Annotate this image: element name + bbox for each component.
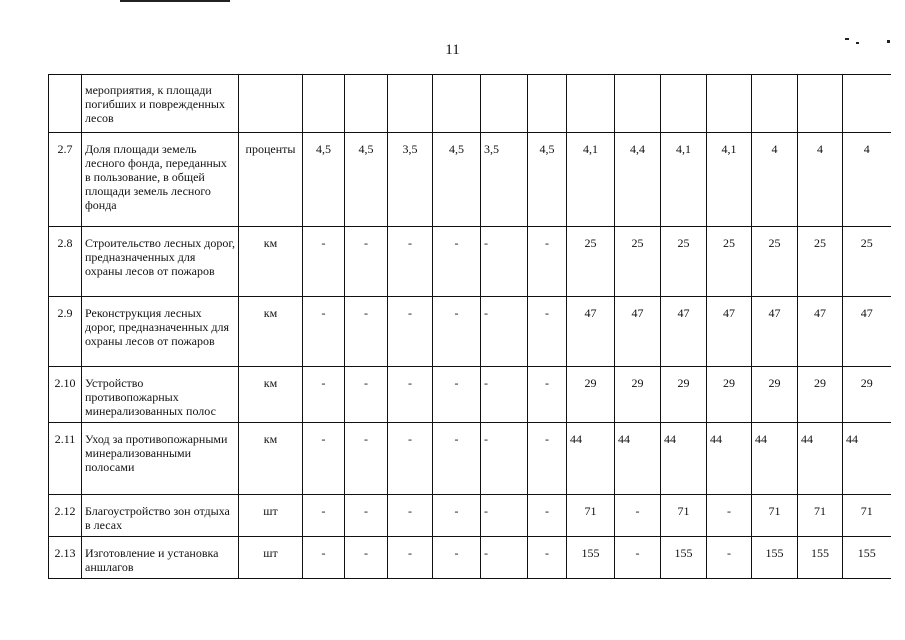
value-cell: 4,1 xyxy=(707,133,752,227)
value-cell: - xyxy=(433,495,481,537)
value-cell xyxy=(661,75,707,133)
indicator-name: Строительство лесных дорог, предназначенных для охраны лесов от пожаров xyxy=(82,227,239,297)
value-cell: 29 xyxy=(843,367,891,423)
value-cell xyxy=(615,75,661,133)
unit-cell xyxy=(239,75,303,133)
indicator-name: мероприятия, к площади погибших и поврежденных лесов xyxy=(82,75,239,133)
value-cell: 25 xyxy=(567,227,615,297)
value-cell: - xyxy=(615,537,661,579)
value-cell: 47 xyxy=(798,297,843,367)
value-cell xyxy=(528,75,567,133)
value-cell xyxy=(303,75,345,133)
value-cell: - xyxy=(433,297,481,367)
value-cell: 25 xyxy=(798,227,843,297)
row-number: 2.8 xyxy=(49,227,82,297)
value-cell: 44 xyxy=(661,423,707,495)
value-cell: 29 xyxy=(752,367,798,423)
indicator-name: Уход за противопожарными минерализованными полосами xyxy=(82,423,239,495)
value-cell: - xyxy=(345,367,388,423)
value-cell: 4,4 xyxy=(615,133,661,227)
value-cell: - xyxy=(303,495,345,537)
unit-cell: км xyxy=(239,367,303,423)
value-cell: 25 xyxy=(707,227,752,297)
indicator-name: Благоустройство зон отдыха в лесах xyxy=(82,495,239,537)
value-cell: - xyxy=(528,367,567,423)
value-cell: - xyxy=(303,537,345,579)
value-cell: 4 xyxy=(843,133,891,227)
row-number: 2.13 xyxy=(49,537,82,579)
indicator-name: Доля площади земель лесного фонда, переданных в пользование, в общей площади земель лесного фонда xyxy=(82,133,239,227)
value-cell: 29 xyxy=(707,367,752,423)
indicator-name: Реконструкция лесных дорог, предназначенных для охраны лесов от пожаров xyxy=(82,297,239,367)
unit-cell: проценты xyxy=(239,133,303,227)
value-cell: 25 xyxy=(752,227,798,297)
value-cell: - xyxy=(345,423,388,495)
value-cell: 4,5 xyxy=(528,133,567,227)
unit-cell: шт xyxy=(239,537,303,579)
value-cell: 25 xyxy=(843,227,891,297)
row-number xyxy=(49,75,82,133)
value-cell: - xyxy=(388,495,433,537)
value-cell: 47 xyxy=(615,297,661,367)
table-row xyxy=(49,227,891,297)
unit-cell: км xyxy=(239,297,303,367)
value-cell: - xyxy=(388,537,433,579)
table-row xyxy=(49,537,891,579)
value-cell: 3,5 xyxy=(481,133,528,227)
row-number: 2.7 xyxy=(49,133,82,227)
value-cell: 29 xyxy=(661,367,707,423)
value-cell: - xyxy=(303,297,345,367)
table-row xyxy=(49,367,891,423)
unit-cell: км xyxy=(239,227,303,297)
value-cell: 47 xyxy=(752,297,798,367)
row-number: 2.9 xyxy=(49,297,82,367)
value-cell: 44 xyxy=(615,423,661,495)
value-cell: 25 xyxy=(661,227,707,297)
value-cell: - xyxy=(707,537,752,579)
value-cell: - xyxy=(433,227,481,297)
value-cell: 44 xyxy=(567,423,615,495)
row-number: 2.11 xyxy=(49,423,82,495)
value-cell: - xyxy=(303,367,345,423)
indicators-table xyxy=(48,74,891,579)
value-cell: 155 xyxy=(661,537,707,579)
value-cell: 47 xyxy=(707,297,752,367)
indicator-name: Изготовление и установка аншлагов xyxy=(82,537,239,579)
value-cell xyxy=(345,75,388,133)
value-cell: - xyxy=(388,367,433,423)
value-cell: 71 xyxy=(798,495,843,537)
value-cell: 44 xyxy=(843,423,891,495)
value-cell: - xyxy=(528,297,567,367)
value-cell: - xyxy=(481,367,528,423)
value-cell: 155 xyxy=(752,537,798,579)
row-number: 2.10 xyxy=(49,367,82,423)
value-cell xyxy=(567,75,615,133)
table-body xyxy=(49,75,891,579)
value-cell: 3,5 xyxy=(388,133,433,227)
value-cell: 47 xyxy=(661,297,707,367)
scan-artifact-corner xyxy=(845,38,849,40)
table-row xyxy=(49,75,891,133)
value-cell: - xyxy=(481,297,528,367)
value-cell: 29 xyxy=(798,367,843,423)
value-cell: 4,1 xyxy=(661,133,707,227)
value-cell: - xyxy=(388,423,433,495)
value-cell: - xyxy=(303,423,345,495)
value-cell: 155 xyxy=(843,537,891,579)
row-number: 2.12 xyxy=(49,495,82,537)
value-cell: 25 xyxy=(615,227,661,297)
value-cell: 71 xyxy=(567,495,615,537)
value-cell: - xyxy=(528,227,567,297)
page-number: 11 xyxy=(445,42,460,58)
value-cell: - xyxy=(345,537,388,579)
value-cell: - xyxy=(528,495,567,537)
value-cell: 29 xyxy=(615,367,661,423)
value-cell: - xyxy=(388,297,433,367)
value-cell: 4,5 xyxy=(303,133,345,227)
value-cell: 47 xyxy=(567,297,615,367)
value-cell: - xyxy=(303,227,345,297)
value-cell: - xyxy=(388,227,433,297)
value-cell: - xyxy=(345,297,388,367)
value-cell xyxy=(752,75,798,133)
table-row xyxy=(49,297,891,367)
value-cell: - xyxy=(433,423,481,495)
table-row xyxy=(49,423,891,495)
value-cell: - xyxy=(615,495,661,537)
scan-artifact-top xyxy=(120,0,230,2)
value-cell: 47 xyxy=(843,297,891,367)
value-cell: 4 xyxy=(752,133,798,227)
value-cell: 29 xyxy=(567,367,615,423)
value-cell: 44 xyxy=(798,423,843,495)
value-cell xyxy=(388,75,433,133)
value-cell xyxy=(843,75,891,133)
unit-cell: шт xyxy=(239,495,303,537)
value-cell: - xyxy=(481,537,528,579)
value-cell: 44 xyxy=(707,423,752,495)
value-cell: - xyxy=(345,227,388,297)
value-cell: 71 xyxy=(661,495,707,537)
value-cell: 71 xyxy=(843,495,891,537)
value-cell xyxy=(798,75,843,133)
indicator-name: Устройство противопожарных минерализованных полос xyxy=(82,367,239,423)
value-cell: - xyxy=(433,367,481,423)
value-cell: 71 xyxy=(752,495,798,537)
value-cell: 4,1 xyxy=(567,133,615,227)
value-cell xyxy=(481,75,528,133)
value-cell xyxy=(707,75,752,133)
value-cell xyxy=(433,75,481,133)
value-cell: - xyxy=(433,537,481,579)
value-cell: 4 xyxy=(798,133,843,227)
value-cell: 4,5 xyxy=(345,133,388,227)
value-cell: - xyxy=(528,423,567,495)
value-cell: - xyxy=(528,537,567,579)
table-row xyxy=(49,495,891,537)
value-cell: - xyxy=(345,495,388,537)
value-cell: 4,5 xyxy=(433,133,481,227)
value-cell: - xyxy=(481,423,528,495)
value-cell: - xyxy=(481,495,528,537)
value-cell: - xyxy=(481,227,528,297)
value-cell: - xyxy=(707,495,752,537)
value-cell: 44 xyxy=(752,423,798,495)
value-cell: 155 xyxy=(567,537,615,579)
table-row xyxy=(49,133,891,227)
value-cell: 155 xyxy=(798,537,843,579)
unit-cell: км xyxy=(239,423,303,495)
